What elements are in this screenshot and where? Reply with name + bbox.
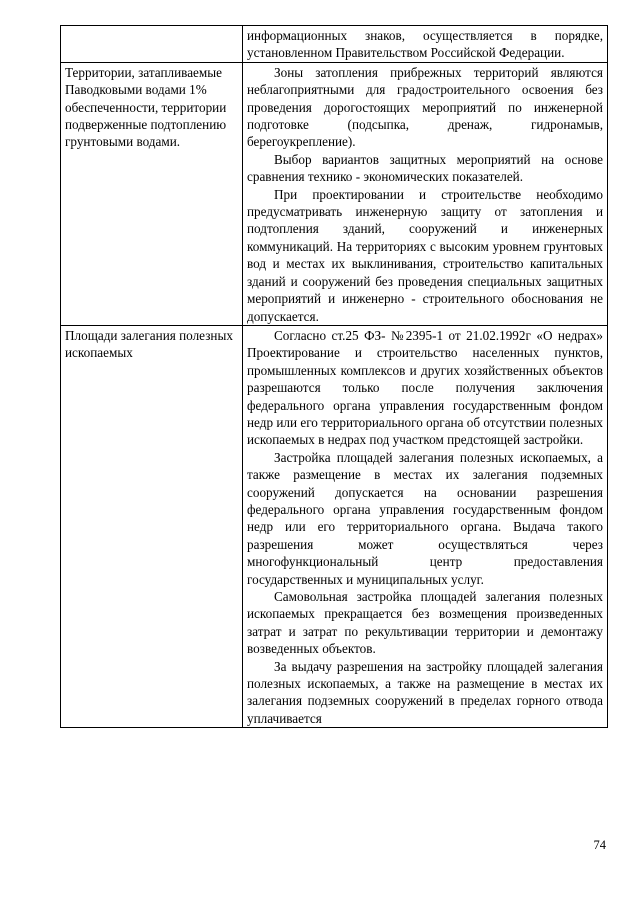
zone-label-cell: Территории, затапливаемые Паводковыми водами 1% обеспеченности, территории подверженные подтоплению грунтовыми водами. xyxy=(61,62,243,325)
paragraph: При проектировании и строительстве необходимо предусматривать инженерную защиту от затопления и подтопления зданий, сооружений и инженерных коммуникаций. На территориях с высоким уровнем грунтовых вод и местах их выклинивания, строительство капитальных зданий и сооружений без проведения специальных защитных мероприятий и инженерно - строительного обоснования не допускается. xyxy=(247,186,603,324)
table-row xyxy=(61,26,608,63)
paragraph: Согласно ст.25 ФЗ- №2395-1 от 21.02.1992г «О недрах» Проектирование и строительство населенных пунктов, промышленных комплексов и других хозяйственных объектов разрешаются только после получения заключения федерального органа управления государственным фондом недр или его территориального органа об отсутствии полезных ископаемых в недрах под участком предстоящей застройки. xyxy=(247,327,603,448)
requirements-cell xyxy=(243,325,608,727)
paragraph: За выдачу разрешения на застройку площадей залегания полезных ископаемых, а также на размещение в местах их залегания подземных сооружений в пределах горного отвода уплачивается xyxy=(247,658,603,726)
zone-label-cell xyxy=(61,26,243,63)
table-row xyxy=(61,325,608,727)
paragraph: Самовольная застройка площадей залегания полезных ископаемых прекращается без возмещения произведенных затрат и затрат по рекультивации территории и демонтажу возведенных объектов. xyxy=(247,589,603,657)
paragraph: Застройка площадей залегания полезных ископаемых, а также размещение в местах их залегания подземных сооружений допускается на основании разрешения федерального органа управления государственным фондом недр или его территориального органа. Выдача такого разрешения может осуществляться через многофункциональный центр предоставления государственных и муниципальных услуг. xyxy=(247,449,603,587)
paragraph: Выбор вариантов защитных мероприятий на основе сравнения технико - экономических показателей. xyxy=(247,151,603,185)
page-number: 74 xyxy=(593,838,606,852)
requirements-cell xyxy=(243,62,608,325)
paragraph: информационных знаков, осуществляется в порядке, установленном Правительством Российской Федерации. xyxy=(247,28,603,61)
paragraph: Зоны затопления прибрежных территорий являются неблагоприятными для градостроительного освоения без проведения дорогостоящих мероприятий по инженерной подготовке (подсыпка, дренаж, гидронамыв, берегоукрепление). xyxy=(247,64,603,150)
table-row xyxy=(61,62,608,325)
zone-label-cell: Площади залегания полезных ископаемых xyxy=(61,325,243,727)
requirements-table xyxy=(60,25,608,728)
requirements-cell xyxy=(243,26,608,63)
